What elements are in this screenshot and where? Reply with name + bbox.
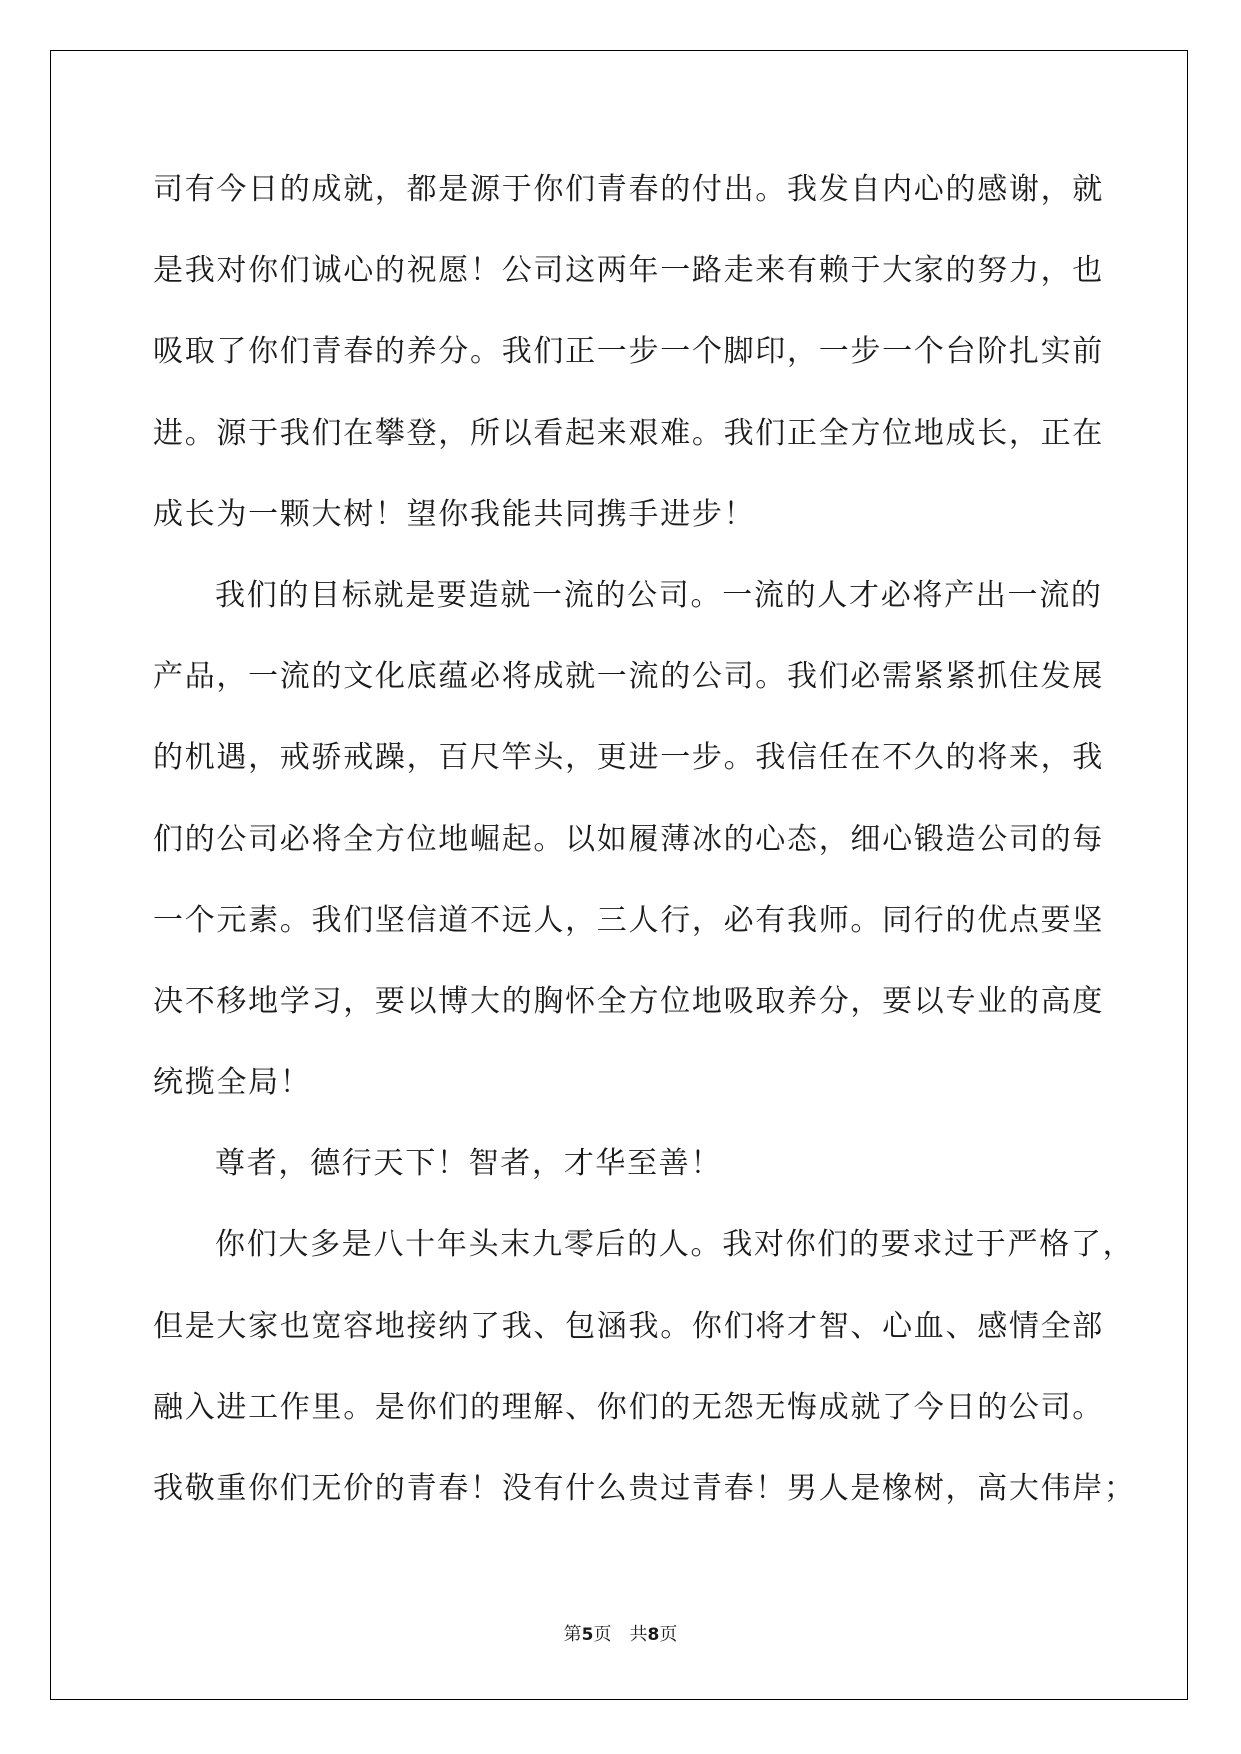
total-prefix: 共 <box>629 1624 648 1645</box>
text-line: 融入进工作里。是你们的理解、你们的无怨无悔成就了今日的公司。 <box>153 1389 1104 1425</box>
page-footer <box>0 1620 1241 1646</box>
text-line: 我敬重你们无价的青春！没有什么贵过青春！男人是橡树，高大伟岸； <box>153 1471 1136 1506</box>
text-line: 决不移地学习，要以博大的胸怀全方位地吸取养分，要以专业的高度 <box>153 983 1104 1019</box>
total-pages: 8 <box>647 1625 660 1645</box>
document-body <box>153 160 1136 1540</box>
text-line: 们的公司必将全方位地崛起。以如履薄冰的心态，细心锻造公司的每 <box>153 821 1104 857</box>
text-line: 吸取了你们青春的养分。我们正一步一个脚印，一步一个台阶扎实前 <box>153 334 1104 370</box>
paragraph-first-line: 尊者，德行天下！智者，才华至善！ <box>215 1146 723 1182</box>
text-line: 是我对你们诚心的祝愿！公司这两年一路走来有赖于大家的努力，也 <box>153 253 1104 289</box>
page-number: 5 <box>581 1625 594 1645</box>
text-line: 但是大家也宽容地接纳了我、包涵我。你们将才智、心血、感情全部 <box>153 1308 1104 1344</box>
page-prefix: 第 <box>563 1624 582 1645</box>
text-line: 的机遇，戒骄戒躁，百尺竿头，更进一步。我信任在不久的将来，我 <box>153 740 1104 776</box>
text-line: 一个元素。我们坚信道不远人，三人行，必有我师。同行的优点要坚 <box>153 902 1104 938</box>
text-line: 产品，一流的文化底蕴必将成就一流的公司。我们必需紧紧抓住发展 <box>153 659 1104 695</box>
total-suffix: 页 <box>659 1624 678 1645</box>
paragraph-first-line: 你们大多是八十年头末九零后的人。我对你们的要求过于严格了， <box>215 1227 1135 1263</box>
text-line: 进。源于我们在攀登，所以看起来艰难。我们正全方位地成长，正在 <box>153 415 1104 451</box>
text-line: 统揽全局！ <box>153 1065 312 1101</box>
text-line: 司有今日的成就，都是源于你们青春的付出。我发自内心的感谢，就 <box>153 172 1104 207</box>
paragraph-first-line: 我们的目标就是要造就一流的公司。一流的人才必将产出一流的 <box>215 577 1103 613</box>
text-line: 成长为一颗大树！望你我能共同携手进步！ <box>153 496 756 532</box>
page-suffix: 页 <box>593 1624 612 1645</box>
